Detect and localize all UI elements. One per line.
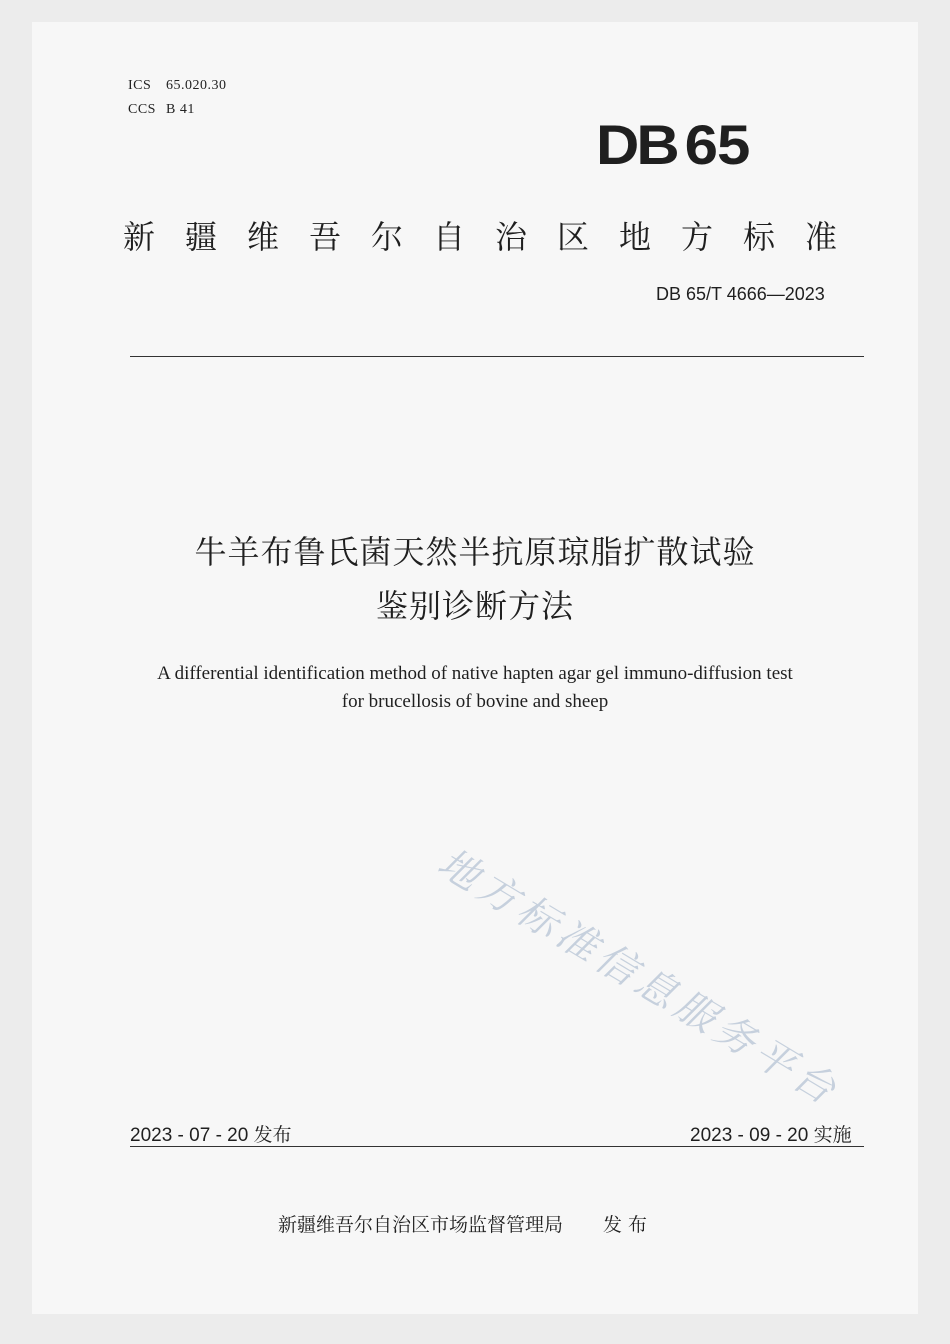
title-cn-line2: 鉴别诊断方法 xyxy=(375,587,574,625)
db-logo-prefix: DB xyxy=(596,114,677,176)
footer-divider xyxy=(130,1146,864,1147)
ics-line xyxy=(128,78,227,94)
title-cn-line1: 牛羊布鲁氏菌天然半抗原琼脂扩散试验 xyxy=(194,533,756,571)
ics-label: ICS xyxy=(128,78,152,93)
issuer-action: 发 布 xyxy=(603,1214,648,1236)
issuer-name: 新疆维吾尔自治区市场监督管理局 xyxy=(278,1214,564,1236)
db-logo-number: 65 xyxy=(684,114,750,176)
ics-value: 65.020.30 xyxy=(166,78,227,93)
ccs-line xyxy=(128,102,195,118)
issuer-line xyxy=(278,1210,647,1237)
watermark: 地方标准信息服务平台 xyxy=(429,839,848,1117)
publish-date: 2023 - 07 - 20 发布 xyxy=(130,1125,292,1146)
title-en-line2: for brucellosis of bovine and sheep xyxy=(341,691,609,712)
standard-type: 新疆维吾尔自治区地方标准 xyxy=(123,218,868,256)
implement-date: 2023 - 09 - 20 实施 xyxy=(690,1125,852,1146)
ccs-label: CCS xyxy=(128,102,156,117)
title-en-line1: A differential identification method of native hapten agar gel immuno-diffusion test xyxy=(157,663,793,684)
ccs-value: B 41 xyxy=(166,102,195,117)
standard-number: DB 65/T 4666—2023 xyxy=(656,284,825,304)
db-logo xyxy=(596,114,750,176)
header-divider xyxy=(130,356,864,357)
